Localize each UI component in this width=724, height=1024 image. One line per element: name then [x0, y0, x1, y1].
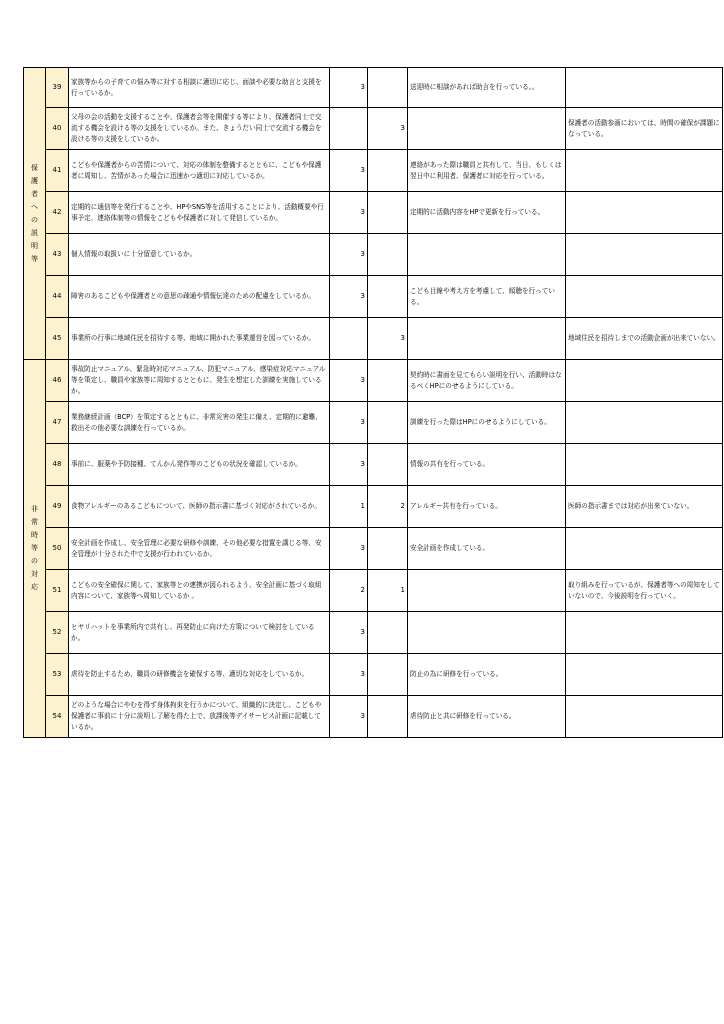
table-row — [24, 192, 723, 234]
count-yes: 3 — [330, 528, 368, 570]
item-text: ヒヤリハットを事業所内で共有し、再発防止に向けた方策について検討をしているか。 — [69, 612, 330, 654]
item-number: 51 — [46, 570, 69, 612]
issue-note: 地域住民を招待しまでの活動企画が出来ていない。 — [566, 318, 723, 360]
item-number: 39 — [46, 68, 69, 108]
practice-note: 定期的に活動内容をHPで更新を行っている。 — [408, 192, 566, 234]
count-no — [368, 402, 408, 444]
practice-note: 虐待防止と共に研修を行っている。 — [408, 696, 566, 738]
count-yes: 2 — [330, 570, 368, 612]
item-text: 事業所の行事に地域住民を招待する等、地域に開かれた事業運営を図っているか。 — [69, 318, 330, 360]
evaluation-table — [23, 67, 723, 738]
count-no: 1 — [368, 570, 408, 612]
table-row — [24, 570, 723, 612]
issue-note — [566, 68, 723, 108]
count-yes: 3 — [330, 360, 368, 402]
count-yes: 3 — [330, 276, 368, 318]
count-no — [368, 276, 408, 318]
count-no — [368, 360, 408, 402]
count-no — [368, 612, 408, 654]
category-cell — [24, 360, 46, 738]
count-no — [368, 528, 408, 570]
count-yes: 3 — [330, 444, 368, 486]
practice-note: 訓練を行った際はHPにのせるようにしている。 — [408, 402, 566, 444]
table-row — [24, 654, 723, 696]
item-number: 48 — [46, 444, 69, 486]
practice-note — [408, 108, 566, 150]
count-yes: 3 — [330, 696, 368, 738]
count-no — [368, 68, 408, 108]
item-text: 障害のあるこどもや保護者との意思の疎通や情報伝達のための配慮をしているか。 — [69, 276, 330, 318]
item-number: 54 — [46, 696, 69, 738]
item-number: 40 — [46, 108, 69, 150]
item-number: 45 — [46, 318, 69, 360]
item-number: 50 — [46, 528, 69, 570]
table-row — [24, 528, 723, 570]
item-text: 父母の会の活動を支援することや、保護者会等を開催する等により、保護者同士で交流する機会を設ける等の支援をしているか。また、きょうだい同士で交流する機会を設ける等の支援をしているか。 — [69, 108, 330, 150]
item-text: 定期的に通信等を発行することや、HPやSNS等を活用することにより、活動概要や行事予定、連絡体制等の情報をこどもや保護者に対して発信しているか。 — [69, 192, 330, 234]
item-text: こどもや保護者からの苦情について、対応の体制を整備するとともに、こどもや保護者に周知し、苦情があった場合に迅速かつ適切に対応しているか。 — [69, 150, 330, 192]
count-yes: 3 — [330, 234, 368, 276]
table-row — [24, 318, 723, 360]
issue-note — [566, 360, 723, 402]
practice-note — [408, 234, 566, 276]
practice-note: 安全計画を作成している。 — [408, 528, 566, 570]
issue-note — [566, 402, 723, 444]
item-text: 個人情報の取扱いに十分留意しているか。 — [69, 234, 330, 276]
practice-note — [408, 570, 566, 612]
issue-note — [566, 612, 723, 654]
count-yes: 3 — [330, 402, 368, 444]
item-text: どのような場合にやむを得ず身体拘束を行うかについて、組織的に決定し、こどもや保護者に事前に十分に説明し了解を得た上で、放課後等デイサービス計画に記載しているか。 — [69, 696, 330, 738]
count-no: 3 — [368, 318, 408, 360]
count-yes — [330, 108, 368, 150]
issue-note — [566, 276, 723, 318]
item-number: 41 — [46, 150, 69, 192]
item-text: 安全計画を作成し、安全管理に必要な研修や訓練、その他必要な措置を講じる等、安全管理が十分された中で支援が行われているか。 — [69, 528, 330, 570]
count-no — [368, 192, 408, 234]
table-row — [24, 360, 723, 402]
item-text: 食物アレルギーのあるこどもについて、医師の指示書に基づく対応がされているか。 — [69, 486, 330, 528]
issue-note — [566, 528, 723, 570]
table-row — [24, 68, 723, 108]
item-number: 47 — [46, 402, 69, 444]
item-number: 46 — [46, 360, 69, 402]
practice-note: 防止の為に研修を行っている。 — [408, 654, 566, 696]
item-text: 業務継続計画（BCP）を策定するとともに、非常災害の発生に備え、定期的に避難、救出その他必要な訓練を行っているか。 — [69, 402, 330, 444]
issue-note — [566, 150, 723, 192]
count-yes: 3 — [330, 150, 368, 192]
practice-note — [408, 318, 566, 360]
practice-note: 契約時に書面を見てもらい説明を行い、活動時はなるべくHPにのせるようにしている。 — [408, 360, 566, 402]
count-yes — [330, 318, 368, 360]
issue-note: 保護者の活動参画においては、時間の確保が課題になっている。 — [566, 108, 723, 150]
practice-note: こども目線や考え方を考慮して、傾聴を行っている。 — [408, 276, 566, 318]
count-no — [368, 696, 408, 738]
practice-note: 送迎時に相談があれば助言を行っている。。 — [408, 68, 566, 108]
table-row — [24, 150, 723, 192]
table-row — [24, 444, 723, 486]
count-no: 3 — [368, 108, 408, 150]
issue-note — [566, 654, 723, 696]
table-row — [24, 234, 723, 276]
issue-note — [566, 192, 723, 234]
issue-note: 取り組みを行っているが、保護者等への周知をしていないので、今後説明を行っていく。 — [566, 570, 723, 612]
issue-note — [566, 444, 723, 486]
table-row — [24, 486, 723, 528]
category-cell — [24, 68, 46, 360]
count-yes: 3 — [330, 68, 368, 108]
table-row — [24, 276, 723, 318]
count-no — [368, 234, 408, 276]
item-number: 43 — [46, 234, 69, 276]
item-number: 49 — [46, 486, 69, 528]
item-text: こどもの安全確保に関して、家族等との連携が図られるよう、安全計画に基づく取組内容について、家族等へ周知しているか 。 — [69, 570, 330, 612]
count-no — [368, 150, 408, 192]
practice-note — [408, 612, 566, 654]
practice-note: 情報の共有を行っている。 — [408, 444, 566, 486]
category-label: 非常時等の対応 — [31, 505, 38, 591]
table-row — [24, 696, 723, 738]
issue-note — [566, 234, 723, 276]
count-yes: 3 — [330, 192, 368, 234]
item-number: 44 — [46, 276, 69, 318]
count-no — [368, 444, 408, 486]
count-no — [368, 654, 408, 696]
item-number: 42 — [46, 192, 69, 234]
issue-note — [566, 696, 723, 738]
issue-note: 医師の指示書までは対応が出来ていない。 — [566, 486, 723, 528]
count-yes: 3 — [330, 612, 368, 654]
practice-note: 連絡があった際は職員と共有して、当日、もしくは翌日中に利用者、保護者に対応を行っている。 — [408, 150, 566, 192]
table-row — [24, 402, 723, 444]
item-text: 事故防止マニュアル、緊急時対応マニュアル、防犯マニュアル、感染症対応マニュアル等を策定し、職員や家族等に周知するとともに、発生を想定した訓練を実施しているか。 — [69, 360, 330, 402]
table-row — [24, 612, 723, 654]
count-yes: 3 — [330, 654, 368, 696]
item-text: 事前に、服薬や予防接種、てんかん発作等のこどもの状況を確認しているか。 — [69, 444, 330, 486]
count-yes: 1 — [330, 486, 368, 528]
count-no: 2 — [368, 486, 408, 528]
practice-note: アレルギー共有を行っている。 — [408, 486, 566, 528]
category-label: 保護者への説明等 — [31, 163, 38, 263]
item-text: 家族等からの子育ての悩み等に対する相談に適切に応じ、面談や必要な助言と支援を行っているか。 — [69, 68, 330, 108]
item-text: 虐待を防止するため、職員の研修機会を確保する等、適切な対応をしているか。 — [69, 654, 330, 696]
item-number: 52 — [46, 612, 69, 654]
item-number: 53 — [46, 654, 69, 696]
table-row — [24, 108, 723, 150]
